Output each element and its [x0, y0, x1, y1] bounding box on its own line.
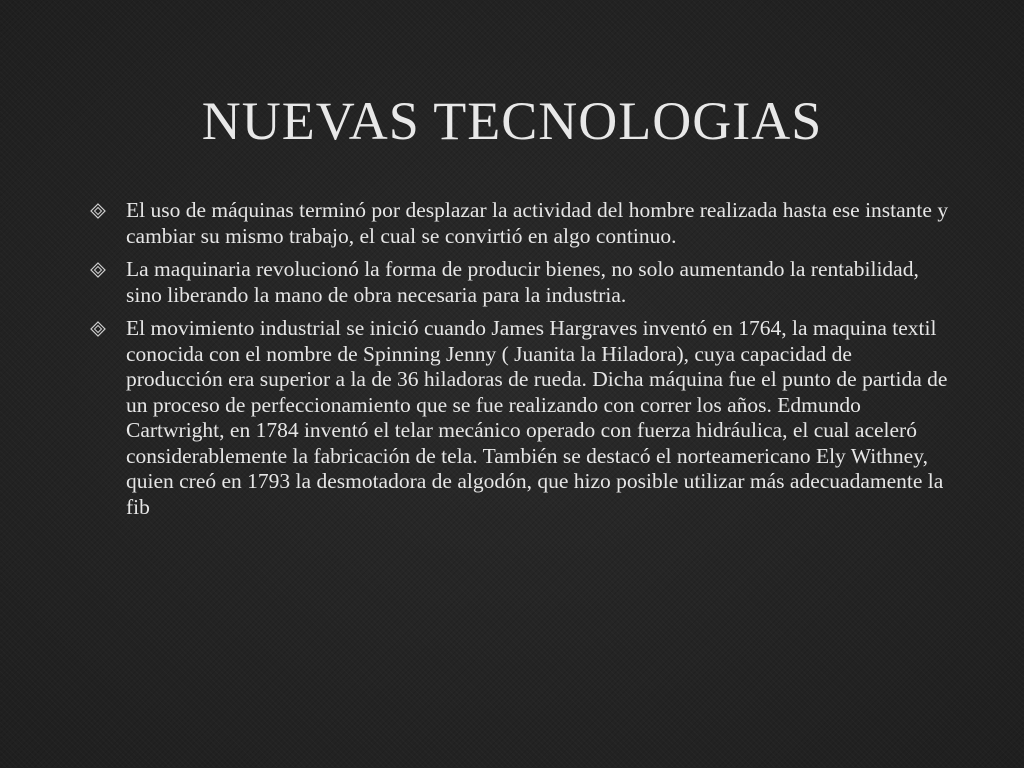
diamond-bullet-icon [90, 321, 106, 337]
bullet-text: El uso de máquinas terminó por desplazar la actividad del hombre realizada hasta ese instante y cambiar su mismo trabajo, el cual se convirtió en algo continuo. [126, 198, 949, 248]
diamond-bullet-icon [90, 262, 106, 278]
slide-title: NUEVAS TECNOLOGIAS [201, 91, 823, 151]
bullet-text: La maquinaria revolucionó la forma de producir bienes, no solo aumentando la rentabilidad, sino liberando la mano de obra necesaria para la industria. [126, 257, 919, 307]
bullet-item [90, 257, 950, 308]
bullet-text: El movimiento industrial se inició cuando James Hargraves inventó en 1764, la maquina textil conocida con el nombre de Spinning Jenny ( Juanita la Hiladora), cuya capacidad de producción era superior a la de 36 hiladoras de rueda. Dicha máquina fue el punto de partida de un proceso de perfeccionamiento que se fue realizando con correr los años. Edmundo Cartwright, en 1784 inventó el telar mecánico operado con fuerza hidráulica, el cual aceleró considerablemente la fabricación de tela. También se destacó el norteamericano Ely Withney, quien creó en 1793 la desmotadora de algodón, que hizo posible utilizar más adecuadamente la fib [126, 316, 948, 519]
bullet-item [90, 198, 950, 249]
bullet-list [90, 198, 950, 528]
diamond-bullet-icon [90, 203, 106, 219]
bullet-item [90, 316, 950, 520]
